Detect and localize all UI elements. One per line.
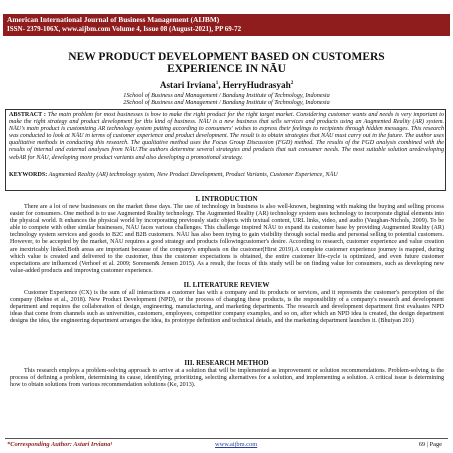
section-heading-literature-review: II. LITERATURE REVIEW [183, 281, 270, 289]
author-separator: , [218, 80, 223, 90]
abstract-paragraph [9, 112, 444, 162]
affiliation-2: 2School of Business and Management / Bandung Institute of Technology, Indonesia [123, 99, 330, 106]
keywords-text: Augmented Reality (AR) technology system, New Product Development, Product Variants, Customer Experience, NĀU [47, 172, 338, 178]
journal-name: American International Journal of Business Management (AIJBM) [7, 15, 220, 24]
footer-page-number: 69 | Page [418, 441, 442, 448]
section-body-research-method: This research employs a problem-solving approach to arrive at a solution that will be implemented as improvement or solution recommendations. Problem-solving is the process of defining a problem, determining its cause, identifying, prioritizing, selecting alternatives for a solution, and implementing a solution. A critical issue is determining how to obtain solutions from various recommendation solutions (Ke, 2013). [10, 368, 444, 389]
author-1: Astari Irviana [159, 80, 216, 90]
keywords-label: KEYWORDS: [9, 172, 48, 178]
journal-banner [3, 14, 450, 36]
section-heading-research-method: III. RESEARCH METHOD [184, 359, 269, 367]
author-1-sup: 1 [215, 80, 219, 86]
abstract-box [5, 109, 446, 191]
section-heading-introduction: I. INTRODUCTION [195, 195, 258, 203]
section-body-literature-review: Customer Experience (CX) is the sum of all interactions a customer has with a company and its products or services, and it represents the customer's perception of the company (Behne et al., 2018). New Product Development (NPD), or the process of changing these products, is the responsibility of a company's research and development department and requires the collaboration of design, engineering, manufacturing, and marketing departments. The research and development department first evaluates NPD ideas that come from channels such as universities, customers, employees, competitor company examples, and so on, after which an NPD idea is created, the design department designs the idea, the engineering department arranges the idea, its prototype definition and technical details, and the marketing department launches it. (Bhuiyan 201) [10, 290, 444, 325]
author-line [0, 80, 453, 90]
page-footer [5, 438, 448, 450]
journal-issn-line: ISSN- 2379-106X, www.aijbm.com Volume 4, Issue 08 (August-2021), PP 69-72 [7, 25, 242, 33]
abstract-text: The main problem for most businesses is how to make the right product for the right target market. Considering customer wants and needs is very important to make the right strategy and product development for this kind of business. NĀU is a new business that sells services and products using an Augmented Reality (AR) system. NĀU's main product is customizing AR technology system putting according to consumers' wishes to express their feelings to recipients through hidden messages. This research was conducted to look at NĀU in terms of customer experience and product development. The result is to obtain strategies that NĀU must carry out in the future. The author uses qualitative methods in conducting this research. The qualitative method uses the Focus Group Discussion (FGD) method. The results of the FGD analysis combined with the results of internal and external analyses from NĀU.The authors determine several strategies and products that suit consumer needs. The most suitable solution aredeveloping webAR for NĀU, developing more product variants and also developing a promotional strategy. [9, 112, 444, 161]
keywords-paragraph [9, 172, 444, 179]
paper-title-line1: NEW PRODUCT DEVELOPMENT BASED ON CUSTOMERS [68, 51, 385, 63]
footer-journal-link[interactable]: www.aijbm.com [215, 441, 258, 448]
section-body-introduction: There are a lot of new businesses on the market these days. The use of technology in business is also well-known, beginning with making the buying and selling process easier for consumers. One method is to use Augmented Reality technology. The Augmented Reality (AR) technology system uses technology to incorporate digital elements into the physical world. It enhances the physical world by incorporating previously static objects with textual content, URL links, video, and audio (Vaughan-Nichols, 2009). To be able to compete with other similar businesses, NĀU faces various challenges. This challenge inspired NĀU to expand its customer base by providing Augmented Reality (AR) technology system services and goods to B2C and B2B customers. NĀU has also been trying to gain visibility through social media and personal selling to potential customers. However, to be accepted by the market, NĀU requires a good strategy and products followingcustomer's desire. According to research, customer experience and value creation are inextricably linked.Both areas are important because of the company's emphasis on the customer(Hirst 2019).A complete customer experience journey is mapped, during which value is created and delivered to the customer, thus the customer expectations is obtained, the entire customer life-cycle is optimized, and even future customer expectations are influenced (Verhoef et al. 2009; Sorensen& Jensen 2015). As a result, the focus of this study will be on finding value for consumers, such as developing new value-added products and improving customer experience. [10, 204, 444, 274]
affiliation-1: 1School of Business and Management / Bandung Institute of Technology, Indonesia [123, 92, 330, 99]
author-2-sup: 2 [290, 80, 294, 86]
paper-title-line2: EXPERIENCE IN NĀU [167, 63, 286, 75]
footer-corresponding-author: *Corresponding Author: Astari Irviana¹ [7, 441, 113, 448]
abstract-label: ABSTRACT : [9, 112, 46, 118]
author-2: HerryHudrasyah [222, 80, 291, 90]
